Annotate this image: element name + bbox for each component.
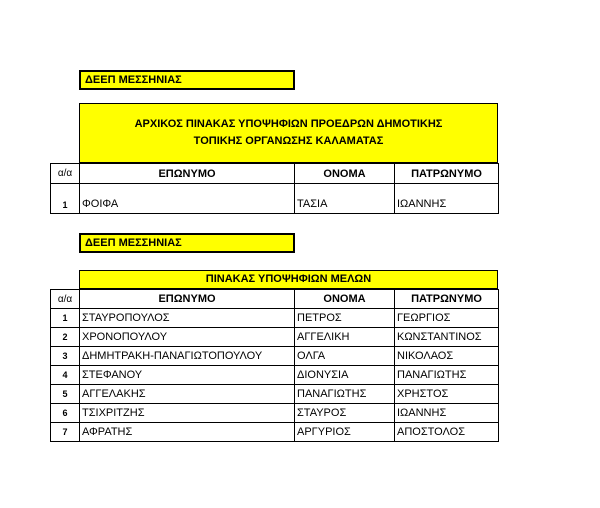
section2-table	[50, 289, 499, 442]
section2-org-label-text: ΔΕΕΠ ΜΕΣΣΗΝΙΑΣ	[85, 237, 182, 249]
row-surname: ΑΓΓΕΛΑΚΗΣ	[80, 385, 295, 404]
row-number: 7	[51, 423, 80, 442]
row-name: ΔΙΟΝΥΣΙΑ	[295, 366, 395, 385]
col-header-name: ΟΝΟΜΑ	[295, 290, 395, 309]
section2-title-box	[79, 270, 498, 289]
section2-org-label	[79, 233, 295, 253]
section2-title: ΠΙΝΑΚΑΣ ΥΠΟΨΗΦΙΩΝ ΜΕΛΩΝ	[205, 273, 372, 285]
col-header-surname: ΕΠΩΝΥΜΟ	[80, 290, 295, 309]
section1-header-row	[51, 164, 499, 184]
section1-title-line1: ΑΡΧΙΚΟΣ ΠΙΝΑΚΑΣ ΥΠΟΨΗΦΙΩΝ ΠΡΟΕΔΡΩΝ ΔΗΜΟΤΙΚΗΣ	[134, 118, 443, 130]
table-row	[51, 328, 499, 347]
row-name: ΠΑΝΑΓΙΩΤΗΣ	[295, 385, 395, 404]
row-number: 5	[51, 385, 80, 404]
row-number: 1	[51, 184, 80, 214]
row-father: ΝΙΚΟΛΑΟΣ	[395, 347, 499, 366]
row-number: 1	[51, 309, 80, 328]
row-number: 6	[51, 404, 80, 423]
row-name: ΟΛΓΑ	[295, 347, 395, 366]
table-row	[51, 184, 499, 214]
row-name: ΤΑΣΙΑ	[295, 184, 395, 214]
col-header-father: ΠΑΤΡΩΝΥΜΟ	[395, 290, 499, 309]
col-header-surname: ΕΠΩΝΥΜΟ	[80, 164, 295, 184]
row-father: ΙΩΑΝΝΗΣ	[395, 184, 499, 214]
row-father: ΙΩΑΝΝΗΣ	[395, 404, 499, 423]
row-number: 2	[51, 328, 80, 347]
section1-title-line2: ΤΟΠΙΚΗΣ ΟΡΓΑΝΩΣΗΣ ΚΑΛΑΜΑΤΑΣ	[193, 135, 384, 147]
section1-org-label	[79, 70, 295, 90]
section2-header-row	[51, 290, 499, 309]
row-surname: ΑΦΡΑΤΗΣ	[80, 423, 295, 442]
row-surname: ΣΤΕΦΑΝΟΥ	[80, 366, 295, 385]
row-number: 4	[51, 366, 80, 385]
row-name: ΠΕΤΡΟΣ	[295, 309, 395, 328]
table-row	[51, 309, 499, 328]
section1-table	[50, 163, 499, 214]
col-header-aa: α/α	[51, 290, 80, 309]
table-row	[51, 366, 499, 385]
row-number: 3	[51, 347, 80, 366]
col-header-aa: α/α	[51, 164, 80, 184]
table-row	[51, 404, 499, 423]
section1-title-box	[79, 103, 498, 163]
col-header-name: ΟΝΟΜΑ	[295, 164, 395, 184]
row-surname: ΦΟΙΦΑ	[80, 184, 295, 214]
col-header-father: ΠΑΤΡΩΝΥΜΟ	[395, 164, 499, 184]
row-name: ΣΤΑΥΡΟΣ	[295, 404, 395, 423]
table-row	[51, 423, 499, 442]
row-name: ΑΡΓΥΡΙΟΣ	[295, 423, 395, 442]
row-surname: ΣΤΑΥΡΟΠΟΥΛΟΣ	[80, 309, 295, 328]
table-row	[51, 385, 499, 404]
row-father: ΑΠΟΣΤΟΛΟΣ	[395, 423, 499, 442]
table-row	[51, 347, 499, 366]
row-father: ΚΩΝΣΤΑΝΤΙΝΟΣ	[395, 328, 499, 347]
row-father: ΧΡΗΣΤΟΣ	[395, 385, 499, 404]
section1-org-label-text: ΔΕΕΠ ΜΕΣΣΗΝΙΑΣ	[85, 74, 182, 86]
row-father: ΠΑΝΑΓΙΩΤΗΣ	[395, 366, 499, 385]
row-surname: ΔΗΜΗΤΡΑΚΗ-ΠΑΝΑΓΙΩΤΟΠΟΥΛΟΥ	[80, 347, 295, 366]
row-father: ΓΕΩΡΓΙΟΣ	[395, 309, 499, 328]
row-surname: ΧΡΟΝΟΠΟΥΛΟΥ	[80, 328, 295, 347]
row-name: ΑΓΓΕΛΙΚΗ	[295, 328, 395, 347]
row-surname: ΤΣΙΧΡΙΤΖΗΣ	[80, 404, 295, 423]
